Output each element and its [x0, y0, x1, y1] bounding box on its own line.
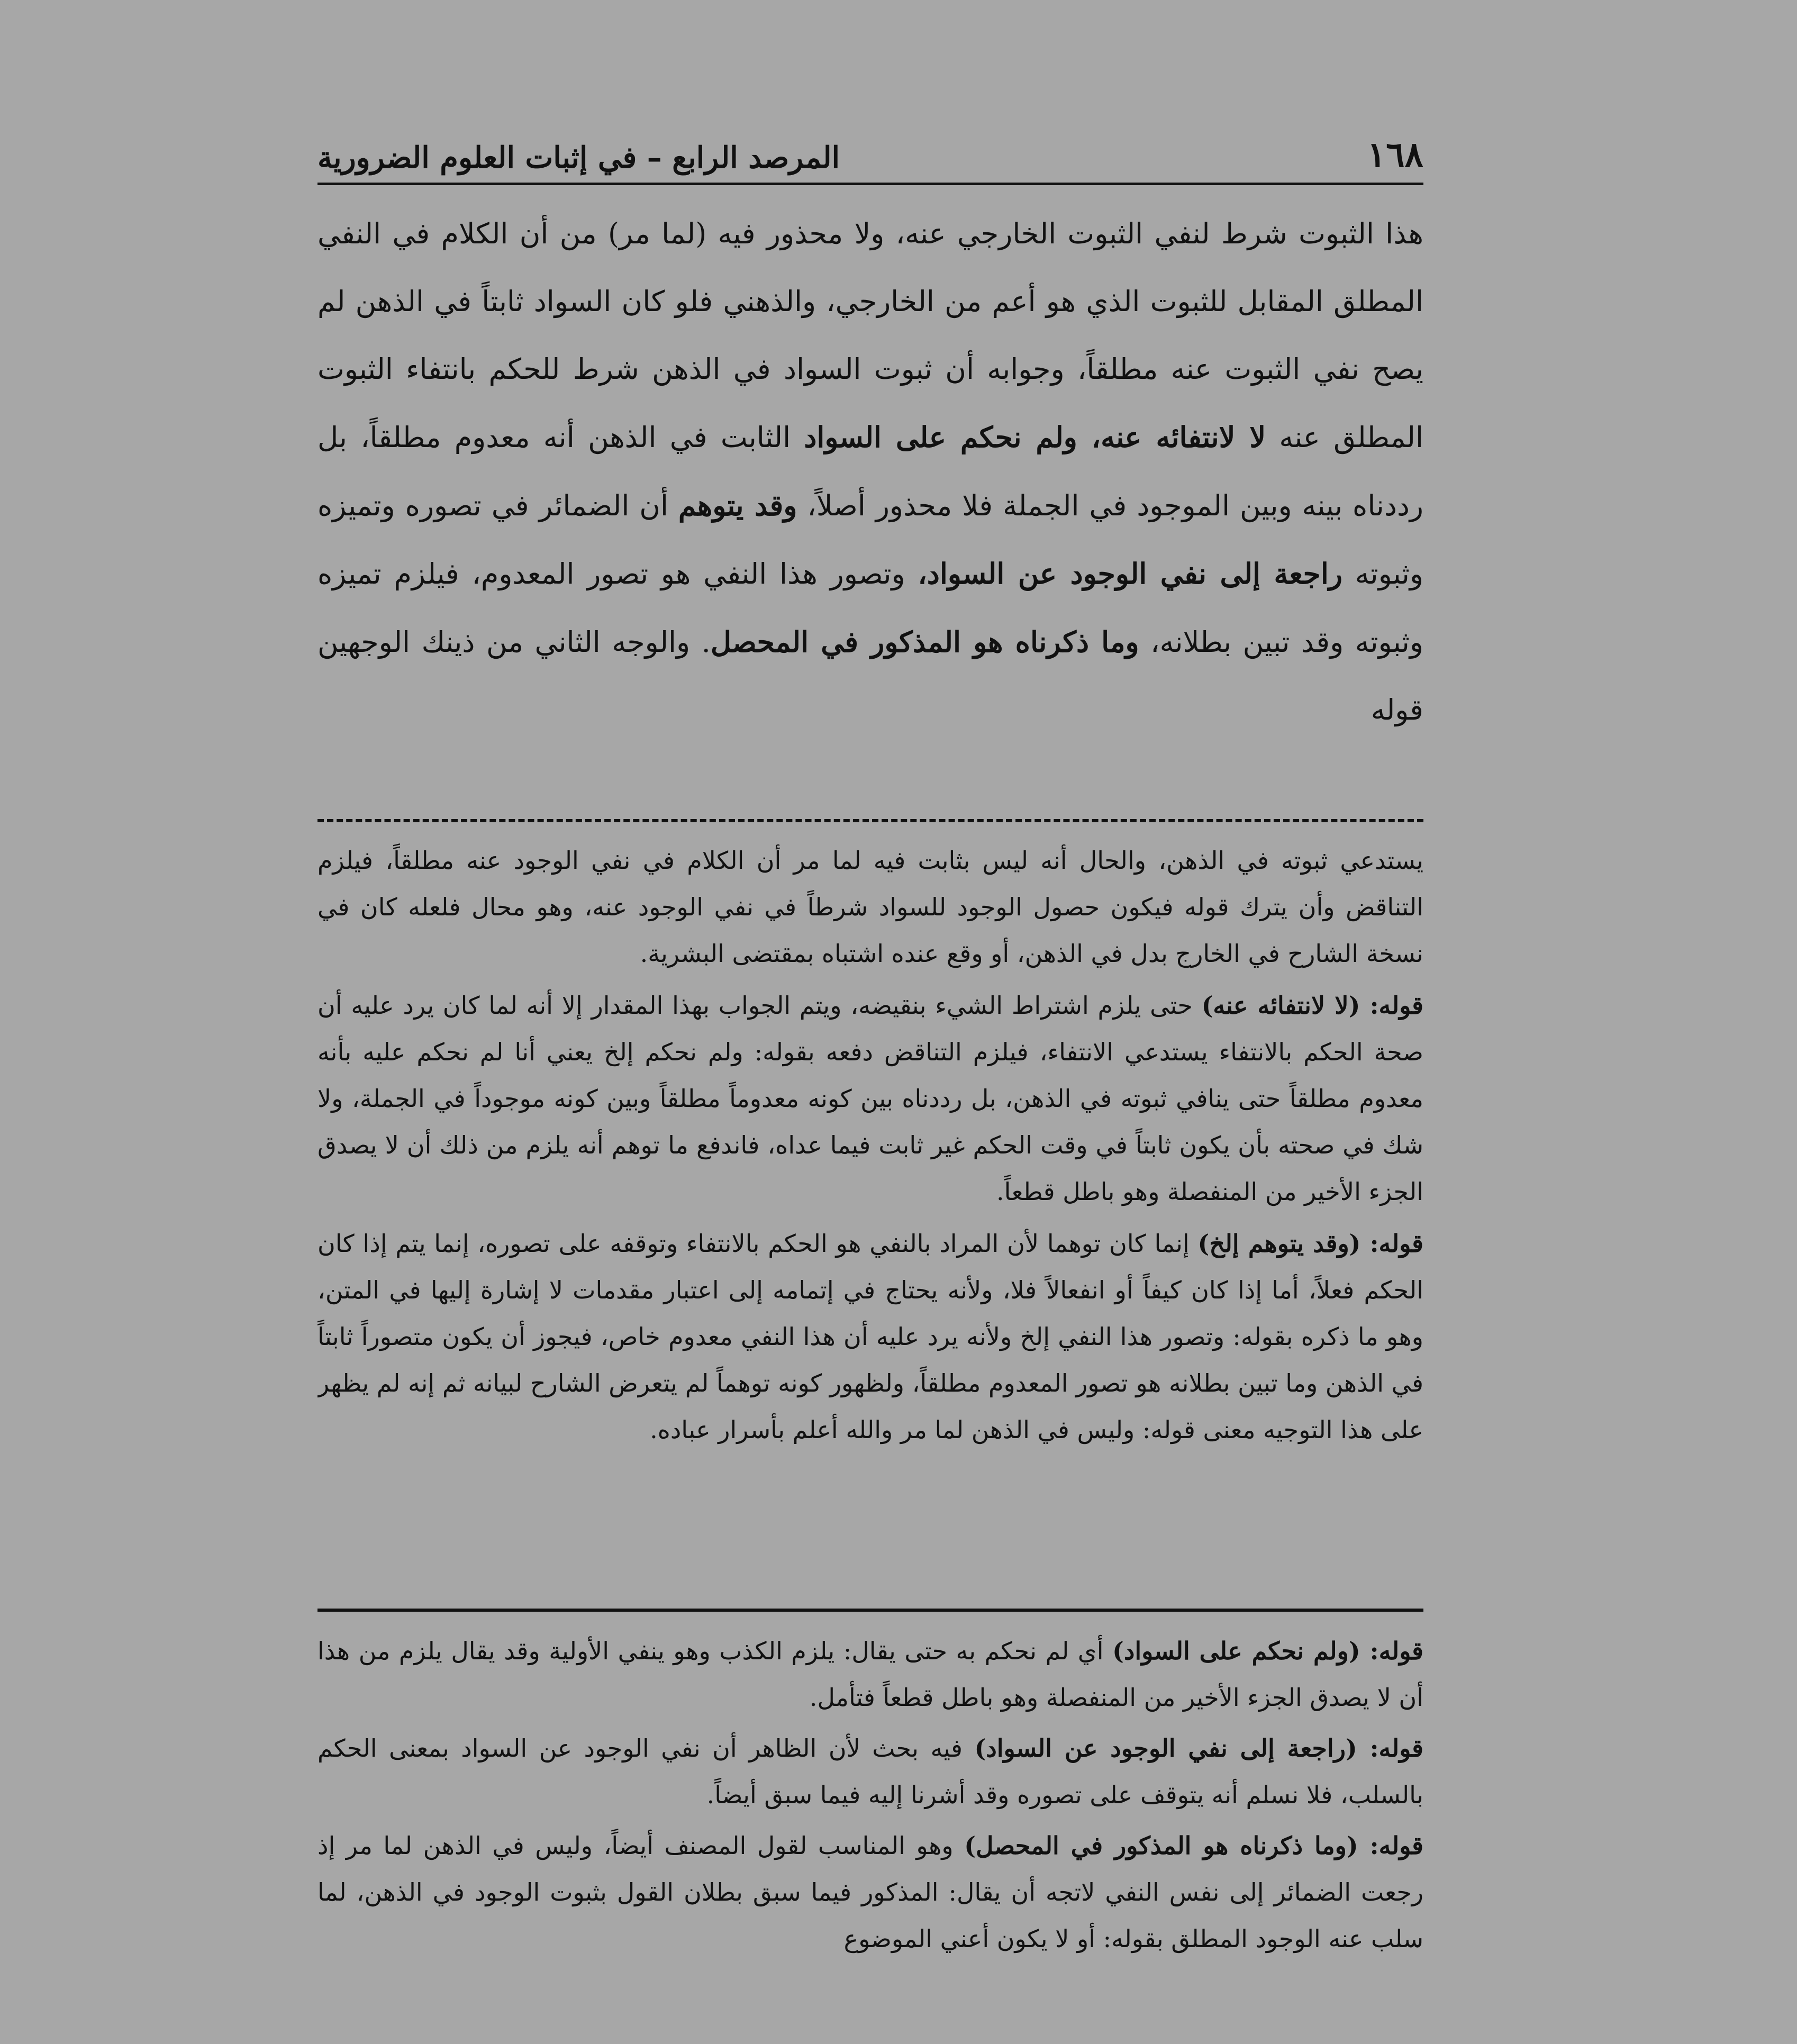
page-header: [317, 106, 1423, 185]
commentary-paragraph: [317, 1220, 1423, 1453]
bold-segment: قوله: (راجعة إلى نفي الوجود عن السواد): [974, 1734, 1423, 1763]
bold-segment: قوله: (ولم نحكم على السواد): [1112, 1637, 1423, 1665]
footnote-paragraph: [317, 1725, 1423, 1818]
bold-segment: راجعة إلى نفي الوجود عن السواد،: [918, 557, 1342, 591]
text-segment: . والوجه الثاني من ذينك الوجهين قوله: [317, 625, 1423, 726]
main-text: [317, 200, 1423, 808]
text-segment: الثابت في الذهن أنه معدوم مطلقاً، بل رددناه بينه وبين الموجود في الجملة فلا محذور أصلاً،: [317, 421, 1423, 522]
footnote-paragraph: [317, 1628, 1423, 1721]
dashed-divider: [317, 819, 1423, 822]
text-segment: فيه بحث لأن الظاهر أن نفي الوجود عن السواد بمعنى الحكم بالسلب، فلا نسلم أنه يتوقف على تصوره وقد أشرنا إليه فيما سبق أيضاً.: [317, 1734, 1423, 1809]
text-segment: هذا الثبوت شرط لنفي الثبوت الخارجي عنه، ولا محذور فيه (لما مر) من أن الكلام في النفي المطلق المقابل للثبوت الذي هو أعم من الخارجي، والذهني فلو كان السواد ثابتاً في الذهن لم يصح نفي الثبوت عنه مطلقاً، وجوابه أن ثبوت السواد في الذهن شرط للحكم بانتفاء الثبوت المطلق عنه: [317, 217, 1423, 454]
text-segment: وتصور هذا النفي هو تصور المعدوم، فيلزم تميزه وثبوته وقد تبين بطلانه،: [317, 557, 1423, 659]
commentary: [317, 837, 1423, 1599]
commentary-paragraph: [317, 982, 1423, 1215]
text-segment: حتى يلزم اشتراط الشيء بنقيضه، ويتم الجواب بهذا المقدار إلا أنه لما كان يرد عليه أن صحة الحكم بالانتفاء يستدعي الانتفاء، فيلزم التناقض دفعه بقوله: ولم نحكم إلخ يعني أنا لم نحكم عليه بأنه معدوم مطلقاً حتى ينافي ثبوته في الذهن، بل رددناه بين كونه معدوماً مطلقاً وبين كونه موجوداً في الجملة، ولا شك في صحته بأن يكون ثابتاً في وقت الحكم غير ثابت فيما عداه، فاندفع ما توهم أنه يلزم من ذلك أن لا يصدق الجزء الأخير من المنفصلة وهو باطل قطعاً.: [317, 991, 1423, 1206]
bold-segment: وما ذكرناه هو المذكور في المحصل: [710, 625, 1139, 659]
book-page: [317, 106, 1423, 1993]
bold-segment: قوله: (لا لانتفائه عنه): [1201, 991, 1423, 1020]
commentary-paragraph: [317, 837, 1423, 977]
page-number: ١٦٨: [1367, 134, 1423, 175]
text-segment: أن الضمائر في تصوره وتميزه وثبوته: [317, 489, 1423, 591]
text-segment: وهو المناسب لقول المصنف أيضاً، وليس في الذهن لما مر إذ رجعت الضمائر إلى نفس النفي لاتجه أن يقال: المذكور فيما سبق بطلان القول بثبوت الوجود في الذهن، لما سلب عنه الوجود المطلق بقوله: أو لا يكون أعني الموضوع: [317, 1831, 1423, 1953]
footnotes: [317, 1628, 1423, 1993]
text-segment: أي لم نحكم به حتى يقال: يلزم الكذب وهو ينفي الأولية وقد يقال يلزم من هذا أن لا يصدق الجزء الأخير من المنفصلة وهو باطل قطعاً فتأمل.: [317, 1637, 1423, 1712]
bold-segment: لا لانتفائه عنه، ولم نحكم على السواد: [804, 420, 1266, 454]
solid-divider: [317, 1609, 1423, 1612]
text-segment: إنما كان توهما لأن المراد بالنفي هو الحكم بالانتفاء وتوقفه على تصوره، إنما يتم إذا كان الحكم فعلاً، أما إذا كان كيفاً أو انفعالاً فلا، ولأنه يحتاج في إتمامه إلى اعتبار مقدمات لا إشارة إليها في المتن، وهو ما ذكره بقوله: وتصور هذا النفي إلخ ولأنه يرد عليه أن هذا النفي معدوم خاص، فيجوز أن يكون متصوراً ثابتاً في الذهن وما تبين بطلانه هو تصور المعدوم مطلقاً، ولظهور كونه توهماً لم يتعرض الشارح لبيانه ثم إنه لم يظهر على هذا التوجيه معنى قوله: وليس في الذهن لما مر والله أعلم بأسرار عباده.: [317, 1229, 1423, 1444]
bold-segment: قوله: (وما ذكرناه هو المذكور في المحصل): [964, 1831, 1423, 1860]
bold-segment: قوله: (وقد يتوهم إلخ): [1197, 1229, 1423, 1258]
text-segment: يستدعي ثبوته في الذهن، والحال أنه ليس بثابت فيه لما مر أن الكلام في نفي الوجود عنه مطلقاً، فيلزم التناقض وأن يترك قوله فيكون حصول الوجود للسواد شرطاً في نفي الوجود عنه، وهو محال فلعله كان في نسخة الشارح في الخارج بدل في الذهن، أو وقع عنده اشتباه بمقتضى البشرية.: [317, 846, 1423, 968]
running-title: المرصد الرابع – في إثبات العلوم الضرورية: [317, 140, 840, 175]
bold-segment: وقد يتوهم: [678, 488, 797, 522]
footnote-paragraph: [317, 1822, 1423, 1962]
